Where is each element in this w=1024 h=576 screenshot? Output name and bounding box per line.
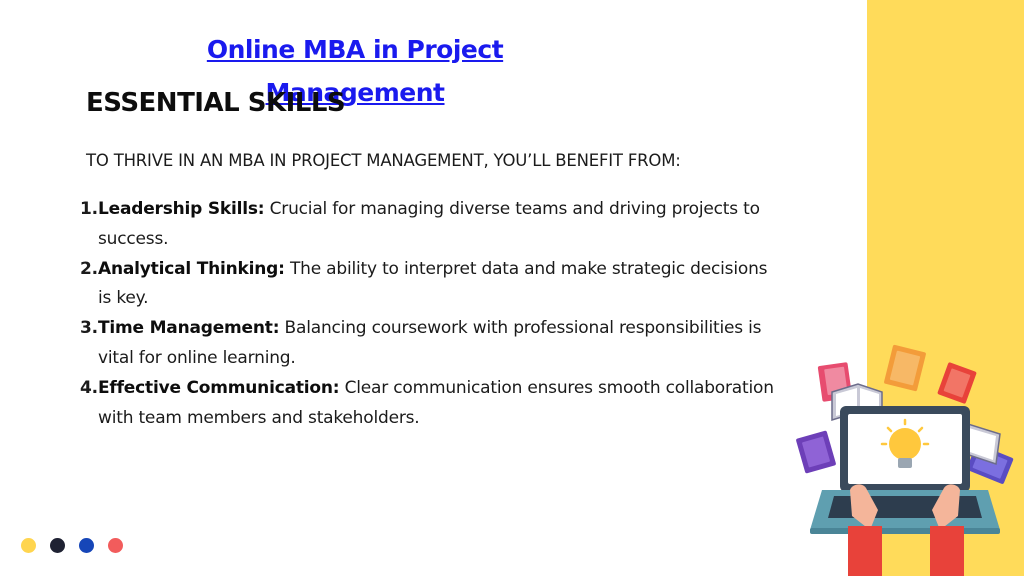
skill-name: Time Management: [98, 318, 280, 339]
page-heading: ESSENTIAL SKILLS [86, 88, 346, 118]
skill-name: Analytical Thinking: [98, 258, 285, 279]
list-item [80, 255, 780, 315]
book-icon [796, 430, 837, 473]
book-icon [884, 344, 927, 391]
laptop-learning-illustration [790, 340, 1024, 576]
skill-name: Effective Communication: [98, 377, 340, 398]
dot-red [108, 538, 123, 553]
book-icon [937, 362, 977, 404]
item-number: 3. [80, 318, 98, 339]
item-number: 4. [80, 377, 98, 398]
skills-list [80, 195, 780, 433]
decorative-dots [21, 538, 123, 553]
skill-description: Clear communication ensures smooth collaboration with team members and stakeholders. [98, 377, 774, 428]
dot-navy [50, 538, 65, 553]
skill-description: The ability to interpret data and make strategic decisions is key. [98, 258, 768, 309]
title-link[interactable]: Online MBA in Project Management [206, 35, 504, 107]
skill-description: Crucial for managing diverse teams and driving projects to success. [98, 199, 760, 249]
list-item [80, 195, 780, 255]
skill-name: Leadership Skills: [98, 199, 265, 219]
list-item [80, 374, 780, 434]
dot-yellow [21, 538, 36, 553]
item-number: 2. [80, 258, 98, 279]
intro-text: TO THRIVE IN AN MBA IN PROJECT MANAGEMENT, YOU’LL BENEFIT FROM: [86, 151, 681, 170]
skill-description: Balancing coursework with professional responsibilities is vital for online learning. [98, 318, 762, 368]
dot-blue [79, 538, 94, 553]
item-number: 1. [80, 199, 98, 219]
list-item [80, 314, 780, 374]
